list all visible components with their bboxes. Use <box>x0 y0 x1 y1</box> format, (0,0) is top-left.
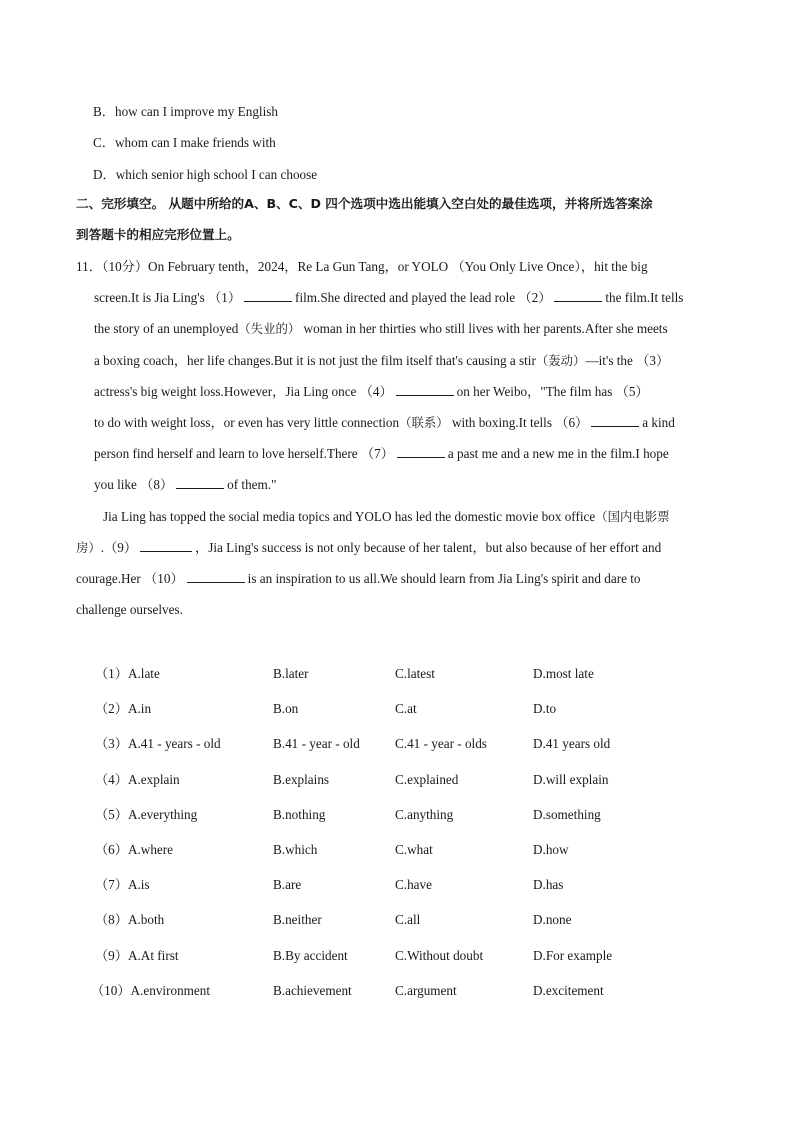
choice-d[interactable]: D.For example <box>533 947 613 963</box>
passage-text: person find herself and learn to love herself.There （7） <box>94 446 394 462</box>
section-heading <box>76 188 720 250</box>
question-points: （10分） <box>101 259 149 274</box>
passage-line-5 <box>76 376 719 407</box>
answer-blank-1[interactable] <box>244 300 292 302</box>
answer-blank-6[interactable] <box>591 425 639 427</box>
choice-d[interactable]: D.will explain <box>533 771 609 787</box>
choice-c[interactable]: C.what <box>395 841 433 857</box>
passage-text: is an inspiration to us all.We should learn from Jia Ling's spirit and dare to <box>247 570 641 586</box>
choice-c[interactable]: C.41 - year - olds <box>395 736 487 752</box>
previous-option-c: C．whom can I make friends with <box>93 135 276 150</box>
section-heading-line2: 到答题卡的相应完形位置上。 <box>76 227 240 242</box>
choice-c[interactable]: C.explained <box>395 771 459 787</box>
passage-text: a kind <box>642 414 675 430</box>
previous-option-d: D．which senior high school I can choose <box>93 167 318 182</box>
passage-text: ，Jia Ling's success is not only because of her talent，but also because of her effort and <box>195 539 662 555</box>
choice-d[interactable]: D.none <box>533 912 572 928</box>
choice-b[interactable]: B.are <box>273 877 302 893</box>
passage-text: Jia Ling has topped the social media topics and YOLO has led the domestic movie box office <box>103 508 596 524</box>
choice-row-5 <box>95 800 735 835</box>
passage-text: to do with weight loss，or even has very little connection <box>94 414 400 430</box>
passage-line-7 <box>76 438 719 469</box>
passage-p2-line-2 <box>76 532 719 563</box>
choice-row-2 <box>95 694 735 729</box>
choice-a[interactable]: （8）A.both <box>95 912 165 928</box>
choice-c[interactable]: C.have <box>395 877 432 893</box>
passage-text: with boxing.It tells （6） <box>448 414 589 430</box>
choice-row-9 <box>95 941 735 976</box>
choice-d[interactable]: D.most late <box>533 666 594 681</box>
choice-b[interactable]: B.41 - year - old <box>273 736 360 752</box>
gloss-text: 房） <box>76 539 101 555</box>
choice-row-10 <box>91 976 735 1011</box>
choice-c[interactable]: C.argument <box>395 982 457 998</box>
passage-text: On February tenth，2024，Re La Gun Tang，or YOLO （You Only Live Once），hit the big <box>148 259 648 274</box>
passage-text: woman in her thirties who still lives with her parents.After she meets <box>300 321 668 337</box>
passage-text: the film.It tells <box>605 290 684 306</box>
choice-b[interactable]: B.which <box>273 841 318 857</box>
choice-a[interactable]: （9）A.At first <box>95 947 179 963</box>
answer-blank-4[interactable] <box>396 394 454 396</box>
question-11 <box>76 251 719 625</box>
passage-line-6 <box>76 407 719 438</box>
choice-c[interactable]: C.anything <box>395 806 454 822</box>
passage-p2-line-1 <box>76 501 719 532</box>
choice-c[interactable]: C.latest <box>395 666 435 681</box>
passage-line-8 <box>76 469 719 500</box>
choice-b[interactable]: B.later <box>273 666 309 681</box>
choice-d[interactable]: D.something <box>533 806 601 822</box>
choice-d[interactable]: D.excitement <box>533 982 604 998</box>
passage-text: screen.It is Jia Ling's （1） <box>94 290 242 306</box>
choice-a[interactable]: （4）A.explain <box>95 771 180 787</box>
gloss-text: （联系） <box>399 414 449 430</box>
choice-c[interactable]: C.Without doubt <box>395 947 484 963</box>
passage-p2-line-3 <box>76 563 719 594</box>
passage-text: courage.Her （10） <box>76 570 184 586</box>
choice-a[interactable]: （6）A.where <box>95 841 174 857</box>
choice-d[interactable]: D.41 years old <box>533 736 611 752</box>
choice-row-4 <box>95 765 735 800</box>
choice-a[interactable]: （2）A.in <box>95 701 152 717</box>
choice-b[interactable]: B.nothing <box>273 806 326 822</box>
question-number: 11． <box>76 259 102 274</box>
choice-row-8 <box>95 905 735 940</box>
choice-a[interactable]: （1）A.late <box>95 666 160 681</box>
gloss-text: （失业的） <box>238 321 301 337</box>
section-heading-line1: 二、完形填空。 从题中所给的A、B、C、D 四个选项中选出能填入空白处的最佳选项，并将所选答案涂 <box>76 196 653 211</box>
choice-b[interactable]: B.on <box>273 701 299 717</box>
answer-blank-8[interactable] <box>176 487 224 489</box>
choice-d[interactable]: D.how <box>533 841 569 857</box>
choice-c[interactable]: C.at <box>395 701 417 717</box>
passage-p2-line-4: challenge ourselves. <box>76 602 183 618</box>
passage-text: a boxing coach，her life changes.But it is not just the film itself that's causing a stir <box>94 352 536 368</box>
passage-text: on her Weibo，"The film has （5） <box>456 383 649 399</box>
gloss-text: （轰动） <box>535 352 586 368</box>
passage-line-4 <box>76 345 719 376</box>
choice-a[interactable]: （3）A.41 - years - old <box>95 736 221 752</box>
passage-line-1 <box>76 251 719 282</box>
choice-row-3 <box>95 729 735 764</box>
answer-blank-2[interactable] <box>554 300 602 302</box>
passage-text: of them." <box>227 477 277 493</box>
answer-blank-7[interactable] <box>397 456 445 458</box>
choice-d[interactable]: D.has <box>533 877 564 893</box>
passage-text: a past me and a new me in the film.I hope <box>447 446 669 462</box>
passage-line-2 <box>76 282 719 313</box>
answer-blank-9[interactable] <box>140 550 192 552</box>
passage-text: actress's big weight loss.However，Jia Ling once （4） <box>94 383 393 399</box>
choice-row-6 <box>95 835 735 870</box>
passage-text: film.She directed and played the lead role （2） <box>295 290 552 306</box>
choice-a[interactable]: （7）A.is <box>95 877 150 893</box>
choice-b[interactable]: B.By accident <box>273 947 348 963</box>
choice-b[interactable]: B.neither <box>273 912 322 928</box>
passage-line-3 <box>76 313 719 344</box>
passage-text: —it's the （3） <box>585 352 670 368</box>
answer-blank-10[interactable] <box>187 581 245 583</box>
choice-a[interactable]: （10）A.environment <box>91 982 211 998</box>
answer-choices <box>91 659 735 1011</box>
choice-b[interactable]: B.explains <box>273 771 330 787</box>
passage-text: the story of an unemployed <box>94 321 239 337</box>
choice-c[interactable]: C.all <box>395 912 421 928</box>
choice-row-7 <box>95 870 735 905</box>
gloss-text: （国内电影票 <box>595 508 670 524</box>
passage-text: .（9） <box>100 539 138 555</box>
choice-row-1 <box>95 659 735 694</box>
previous-option-b: B．how can I improve my English <box>93 104 278 119</box>
choice-b[interactable]: B.achievement <box>273 982 352 998</box>
passage-text: you like （8） <box>94 477 174 493</box>
choice-a[interactable]: （5）A.everything <box>95 806 198 822</box>
choice-d[interactable]: D.to <box>533 701 557 717</box>
